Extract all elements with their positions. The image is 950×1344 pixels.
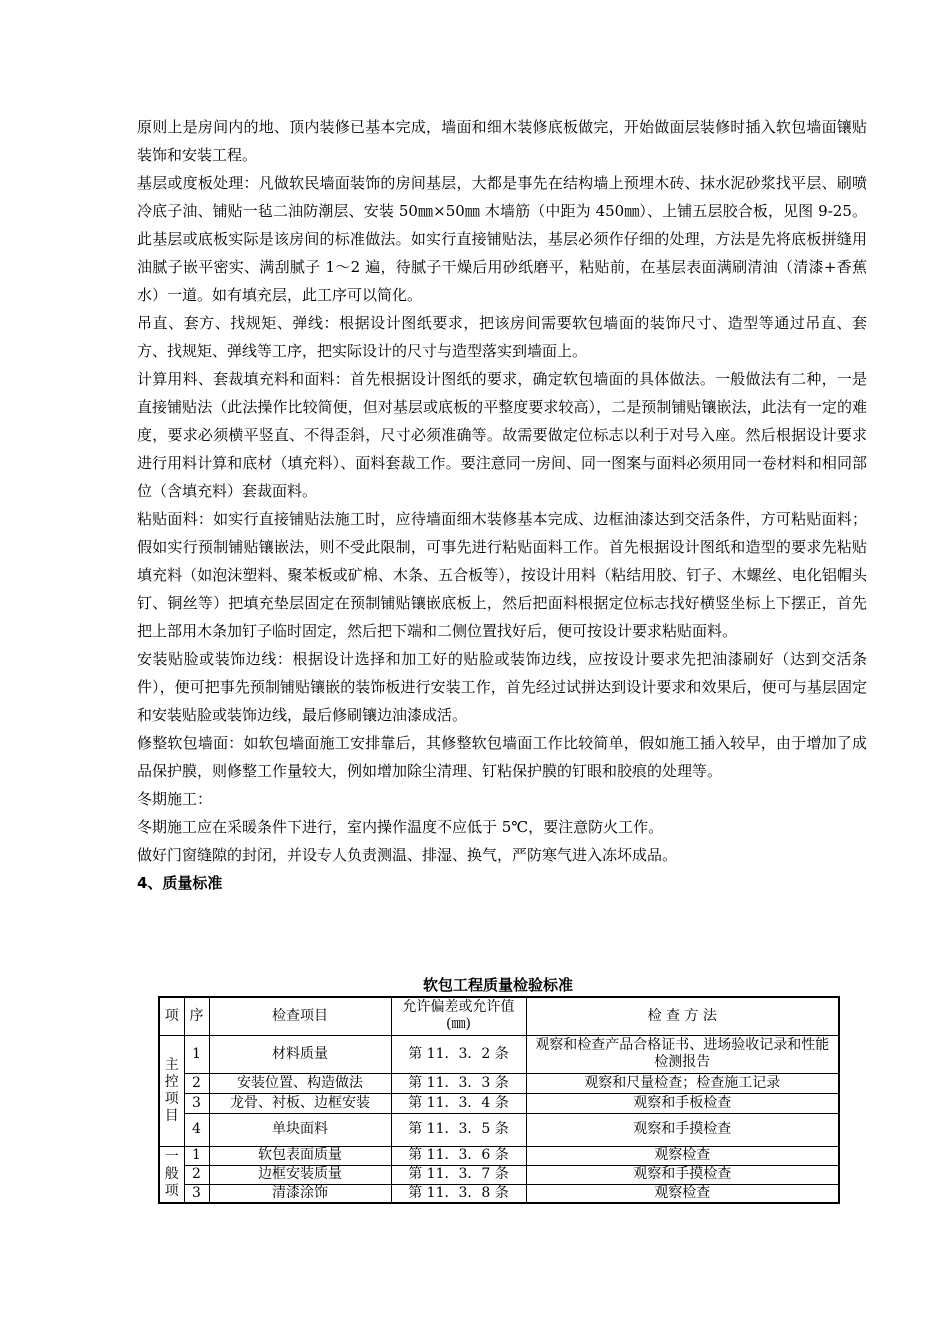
cell-check-item: 材料质量	[209, 1035, 391, 1073]
cell-seq: 2	[184, 1073, 209, 1093]
paragraph-base-treatment: 基层或度板处理：凡做软民墙面装饰的房间基层，大都是事先在结构墙上预埋木砖、抹水泥砂浆找平层、刷喷冷底子油、铺贴一毡二油防潮层、安装 50㎜×50㎜ 木墙筋（中距为 450㎜）、上铺五层胶合板，见图 9-25。此基层或底板实际是该房间的标准做法。如实行直接铺贴法，基层必须作仔细的处理，方法是先将底板拼缝用油腻子嵌平密实、满刮腻子 1～2 遍，待腻子干燥后用砂纸磨平，粘贴前，在基层表面满刷清油（清漆+香蕉水）一道。如有填充层，此工序可以简化。	[137, 174, 867, 304]
cell-seq: 3	[184, 1184, 209, 1203]
cell-tolerance: 第 11．3．4 条	[391, 1093, 526, 1113]
paragraph-finishing: 修整软包墙面：如软包墙面施工安排靠后，其修整软包墙面工作比较简单，假如施工插入较早，由于增加了成品保护膜，则修整工作量较大，例如增加除尘清理、钉粘保护膜的钉眼和胶痕的处理等。	[137, 734, 867, 780]
table-row	[159, 1093, 839, 1113]
cell-method: 观察和手板检查	[526, 1093, 839, 1113]
cell-check-item: 软包表面质量	[209, 1146, 391, 1165]
document-body	[137, 113, 867, 897]
cell-seq: 1	[184, 1035, 209, 1073]
quality-inspection-table	[158, 996, 840, 1204]
cell-tolerance: 第 11．3．2 条	[391, 1035, 526, 1073]
table-title: 软包工程质量检验标准	[422, 976, 573, 994]
cell-check-item: 清漆涂饰	[209, 1184, 391, 1203]
table-row	[159, 1073, 839, 1093]
paragraph-edge-trim: 安装贴脸或装饰边线：根据设计选择和加工好的贴脸或装饰边线，应按设计要求先把油漆刷好（达到交活条件），便可把事先预制铺贴镶嵌的装饰板进行安装工作，首先经过试拼达到设计要求和效果后，便可与基层固定和安装贴脸或装饰边线，最后修刷镶边油漆成活。	[137, 650, 867, 724]
paragraph-fabric-pasting: 粘贴面料：如实行直接铺贴法施工时，应待墙面细木装修基本完成、边框油漆达到交活条件，方可粘贴面料；假如实行预制铺贴镶嵌法，则不受此限制，可事先进行粘贴面料工作。首先根据设计图纸和造型的要求先粘贴填充料（如泡沫塑料、聚苯板或矿棉、木条、五合板等），按设计用料（粘结用胶、钉子、木螺丝、电化铝帽头钉、铜丝等）把填充垫层固定在预制铺贴镶嵌底板上，然后把面料根据定位标志找好横竖坐标上下摆正，首先把上部用木条加钉子临时固定，然后把下端和二侧位置找好后，便可按设计要求粘贴面料。	[137, 510, 867, 640]
group-label-main-control: 主控项目	[159, 1035, 184, 1146]
section-heading-quality: 4、质量标准	[137, 874, 223, 892]
header-seq: 序	[184, 997, 209, 1035]
table-row	[159, 1113, 839, 1146]
cell-seq: 1	[184, 1146, 209, 1165]
cell-check-item: 边框安装质量	[209, 1165, 391, 1184]
cell-method: 观察和检查产品合格证书、进场验收记录和性能检测报告	[526, 1035, 839, 1073]
header-item: 项	[159, 997, 184, 1035]
cell-tolerance: 第 11．3．5 条	[391, 1113, 526, 1146]
cell-seq: 2	[184, 1165, 209, 1184]
cell-method: 观察检查	[526, 1146, 839, 1165]
cell-check-item: 单块面料	[209, 1113, 391, 1146]
cell-method: 观察和手摸检查	[526, 1113, 839, 1146]
cell-check-item: 安装位置、构造做法	[209, 1073, 391, 1093]
header-tolerance: 允许偏差或允许值(㎜)	[391, 997, 526, 1035]
cell-tolerance: 第 11．3．7 条	[391, 1165, 526, 1184]
paragraph-intro: 原则上是房间内的地、顶内装修已基本完成，墙面和细木装修底板做完，开始做面层装修时插入软包墙面镶贴装饰和安装工程。	[137, 118, 867, 164]
table-row	[159, 1184, 839, 1203]
paragraph-plumb-line: 吊直、套方、找规矩、弹线：根据设计图纸要求，把该房间需要软包墙面的装饰尺寸、造型等通过吊直、套方、找规矩、弹线等工序，把实际设计的尺寸与造型落实到墙面上。	[137, 314, 867, 360]
header-check-item: 检查项目	[209, 997, 391, 1035]
paragraph-material-calculation: 计算用料、套裁填充料和面料：首先根据设计图纸的要求，确定软包墙面的具体做法。一般做法有二种，一是直接铺贴法（此法操作比较简便，但对基层或底板的平整度要求较高），二是预制铺贴镶嵌法，此法有一定的难度，要求必须横平竖直、不得歪斜，尺寸必须准确等。故需要做定位标志以利于对号入座。然后根据设计要求进行用料计算和底材（填充料）、面料套裁工作。要注意同一房间、同一图案与面料必须用同一卷材料和相同部位（含填充料）套裁面料。	[137, 370, 867, 500]
table-row	[159, 1035, 839, 1073]
paragraph-winter-temperature: 冬期施工应在采暖条件下进行，室内操作温度不应低于 5℃，要注意防火工作。	[137, 818, 664, 836]
cell-method: 观察和尺量检查；检查施工记录	[526, 1073, 839, 1093]
paragraph-winter-sealing: 做好门窗缝隙的封闭，并设专人负责测温、排湿、换气，严防寒气进入冻坏成品。	[137, 846, 678, 864]
cell-tolerance: 第 11．3．3 条	[391, 1073, 526, 1093]
cell-tolerance: 第 11．3．8 条	[391, 1184, 526, 1203]
table-header-row	[159, 997, 839, 1035]
cell-check-item: 龙骨、衬板、边框安装	[209, 1093, 391, 1113]
cell-seq: 4	[184, 1113, 209, 1146]
cell-tolerance: 第 11．3．6 条	[391, 1146, 526, 1165]
cell-method: 观察检查	[526, 1184, 839, 1203]
group-label-general: 一般项	[159, 1146, 184, 1203]
cell-seq: 3	[184, 1093, 209, 1113]
header-method: 检 查 方 法	[526, 997, 839, 1035]
table-row	[159, 1165, 839, 1184]
paragraph-winter-heading: 冬期施工：	[137, 790, 213, 808]
cell-method: 观察和手摸检查	[526, 1165, 839, 1184]
table-row	[159, 1146, 839, 1165]
